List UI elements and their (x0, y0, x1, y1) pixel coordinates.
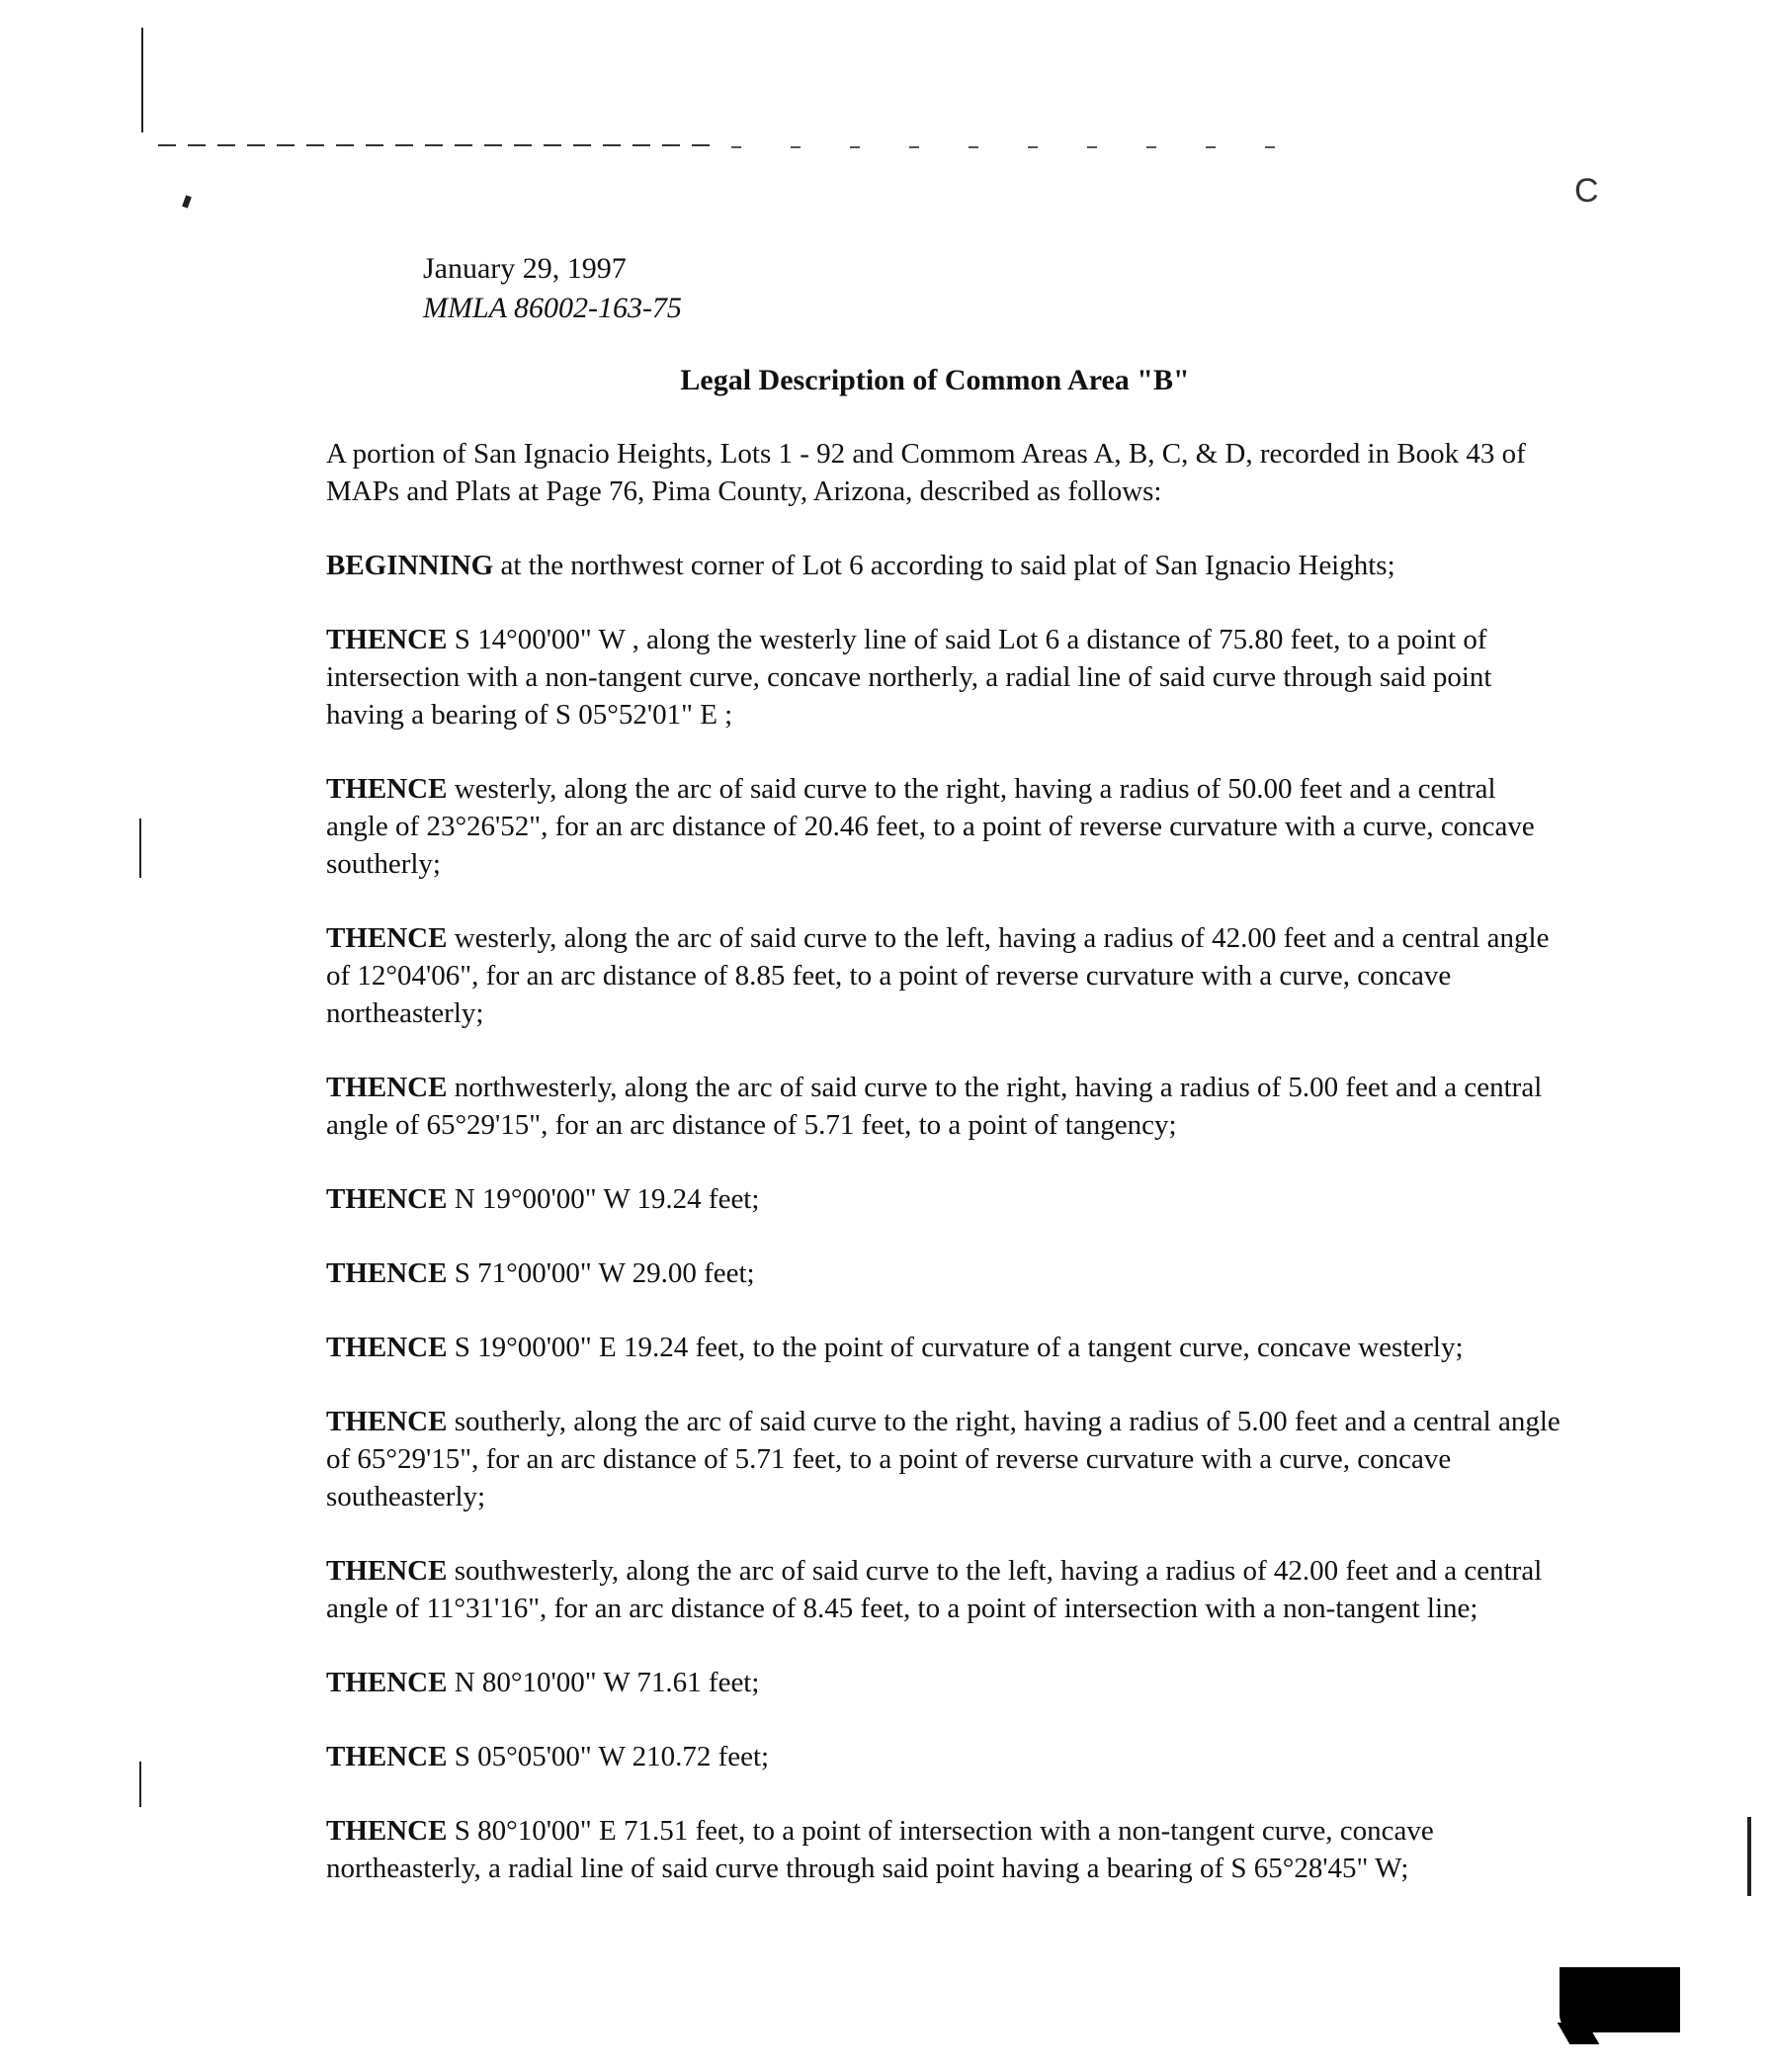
paragraph-keyword: THENCE (326, 1555, 448, 1587)
paragraph-text: S 80°10'00" E 71.51 feet, to a point of intersection with a non-tangent curve, concave northeasterly, a radial line of said curve through said point having a bearing of S 65°28'45" W; (326, 1815, 1434, 1884)
paragraph-keyword: BEGINNING (326, 550, 494, 581)
paragraph-text: N 80°10'00" W 71.61 feet; (447, 1667, 760, 1698)
paragraph-text: westerly, along the arc of said curve to the right, having a radius of 50.00 feet and a central angle of 23°26'52", for an arc distance of 20.46 feet, to a point of reverse curvature with a curve, concave southerly; (326, 773, 1535, 880)
paragraph-thence (326, 1069, 1561, 1144)
paragraph-thence (326, 1254, 1561, 1292)
paragraph-text: N 19°00'00" W 19.24 feet; (447, 1183, 760, 1215)
paragraph-thence (326, 1664, 1561, 1701)
paragraph-text: northwesterly, along the arc of said curve to the right, having a radius of 5.00 feet and a central angle of 65°29'15", for an arc distance of 5.71 feet, to a point of tangency; (326, 1072, 1543, 1141)
paragraph-thence (326, 1552, 1561, 1627)
scan-artifact-vertical-line (141, 28, 143, 132)
paragraph-text: S 19°00'00" E 19.24 feet, to the point of curvature of a tangent curve, concave westerly; (447, 1332, 1464, 1363)
scan-artifact-side-bar (139, 819, 141, 878)
paragraph-keyword: THENCE (326, 922, 448, 954)
paragraph-keyword: THENCE (326, 1183, 448, 1215)
paragraph-text: S 05°05'00" W 210.72 feet; (447, 1741, 770, 1772)
paragraph-thence (326, 1403, 1561, 1515)
paragraph-keyword: THENCE (326, 1815, 448, 1847)
paragraph-thence (326, 1329, 1561, 1366)
paragraph-text: southerly, along the arc of said curve to the right, having a radius of 5.00 feet and a central angle of 65°29'15", for an arc distance of 5.71 feet, to a point of reverse curvature with a curve, concave southeasterly; (326, 1406, 1560, 1512)
scan-artifact-side-bar-2 (139, 1762, 141, 1807)
legal-description-body (326, 435, 1561, 1924)
paragraph-keyword: THENCE (326, 773, 448, 805)
paragraph-text: southwesterly, along the arc of said curve to the left, having a radius of 42.00 feet and a central angle of 11°31'16", for an arc distance of 8.45 feet, to a point of intersection with a non-tangent line; (326, 1555, 1543, 1624)
document-date: January 29, 1997 (423, 252, 627, 285)
paragraph-keyword: THENCE (326, 1257, 448, 1289)
paragraph-text: westerly, along the arc of said curve to the left, having a radius of 42.00 feet and a central angle of 12°04'06", for an arc distance of 8.85 feet, to a point of reverse curvature with a curve, concave northeasterly; (326, 922, 1550, 1029)
paragraph-keyword: THENCE (326, 1406, 448, 1437)
paragraph-keyword: THENCE (326, 1072, 448, 1103)
document-header (423, 249, 682, 328)
paragraph-text: S 14°00'00" W , along the westerly line of said Lot 6 a distance of 75.80 feet, to a point of intersection with a non-tangent curve, concave northerly, a radial line of said curve through said point having a bearing of S 05°52'01" E ; (326, 624, 1492, 731)
paragraph-text: at the northwest corner of Lot 6 according to said plat of San Ignacio Heights; (493, 550, 1395, 581)
document-title: Legal Description of Common Area "B" (680, 364, 1190, 396)
paragraph-thence (326, 621, 1561, 734)
scan-artifact-dashed-line-2 (731, 146, 1285, 148)
paragraph-keyword: THENCE (326, 1741, 448, 1772)
paragraph-thence (326, 770, 1561, 883)
paragraph-keyword: THENCE (326, 1332, 448, 1363)
corner-mark: C (1574, 172, 1599, 210)
paragraph-thence (326, 1738, 1561, 1775)
scan-artifact-mark (182, 195, 192, 208)
paragraph-beginning (326, 547, 1561, 584)
paragraph-intro (326, 435, 1561, 510)
paragraph-keyword: THENCE (326, 1667, 448, 1698)
document-reference: MMLA 86002-163-75 (423, 292, 682, 324)
paragraph-thence (326, 1812, 1561, 1887)
paragraph-thence (326, 919, 1561, 1032)
scan-artifact-right-bar (1747, 1817, 1751, 1896)
paragraph-text: A portion of San Ignacio Heights, Lots 1 - 92 and Commom Areas A, B, C, & D, recorded in Book 43 of MAPs and Plats at Page 76, Pima County, Arizona, described as follows: (326, 438, 1526, 507)
scan-artifact-dashed-line (158, 144, 712, 146)
paragraph-thence (326, 1180, 1561, 1218)
paragraph-text: S 71°00'00" W 29.00 feet; (447, 1257, 755, 1289)
paragraph-keyword: THENCE (326, 624, 448, 655)
